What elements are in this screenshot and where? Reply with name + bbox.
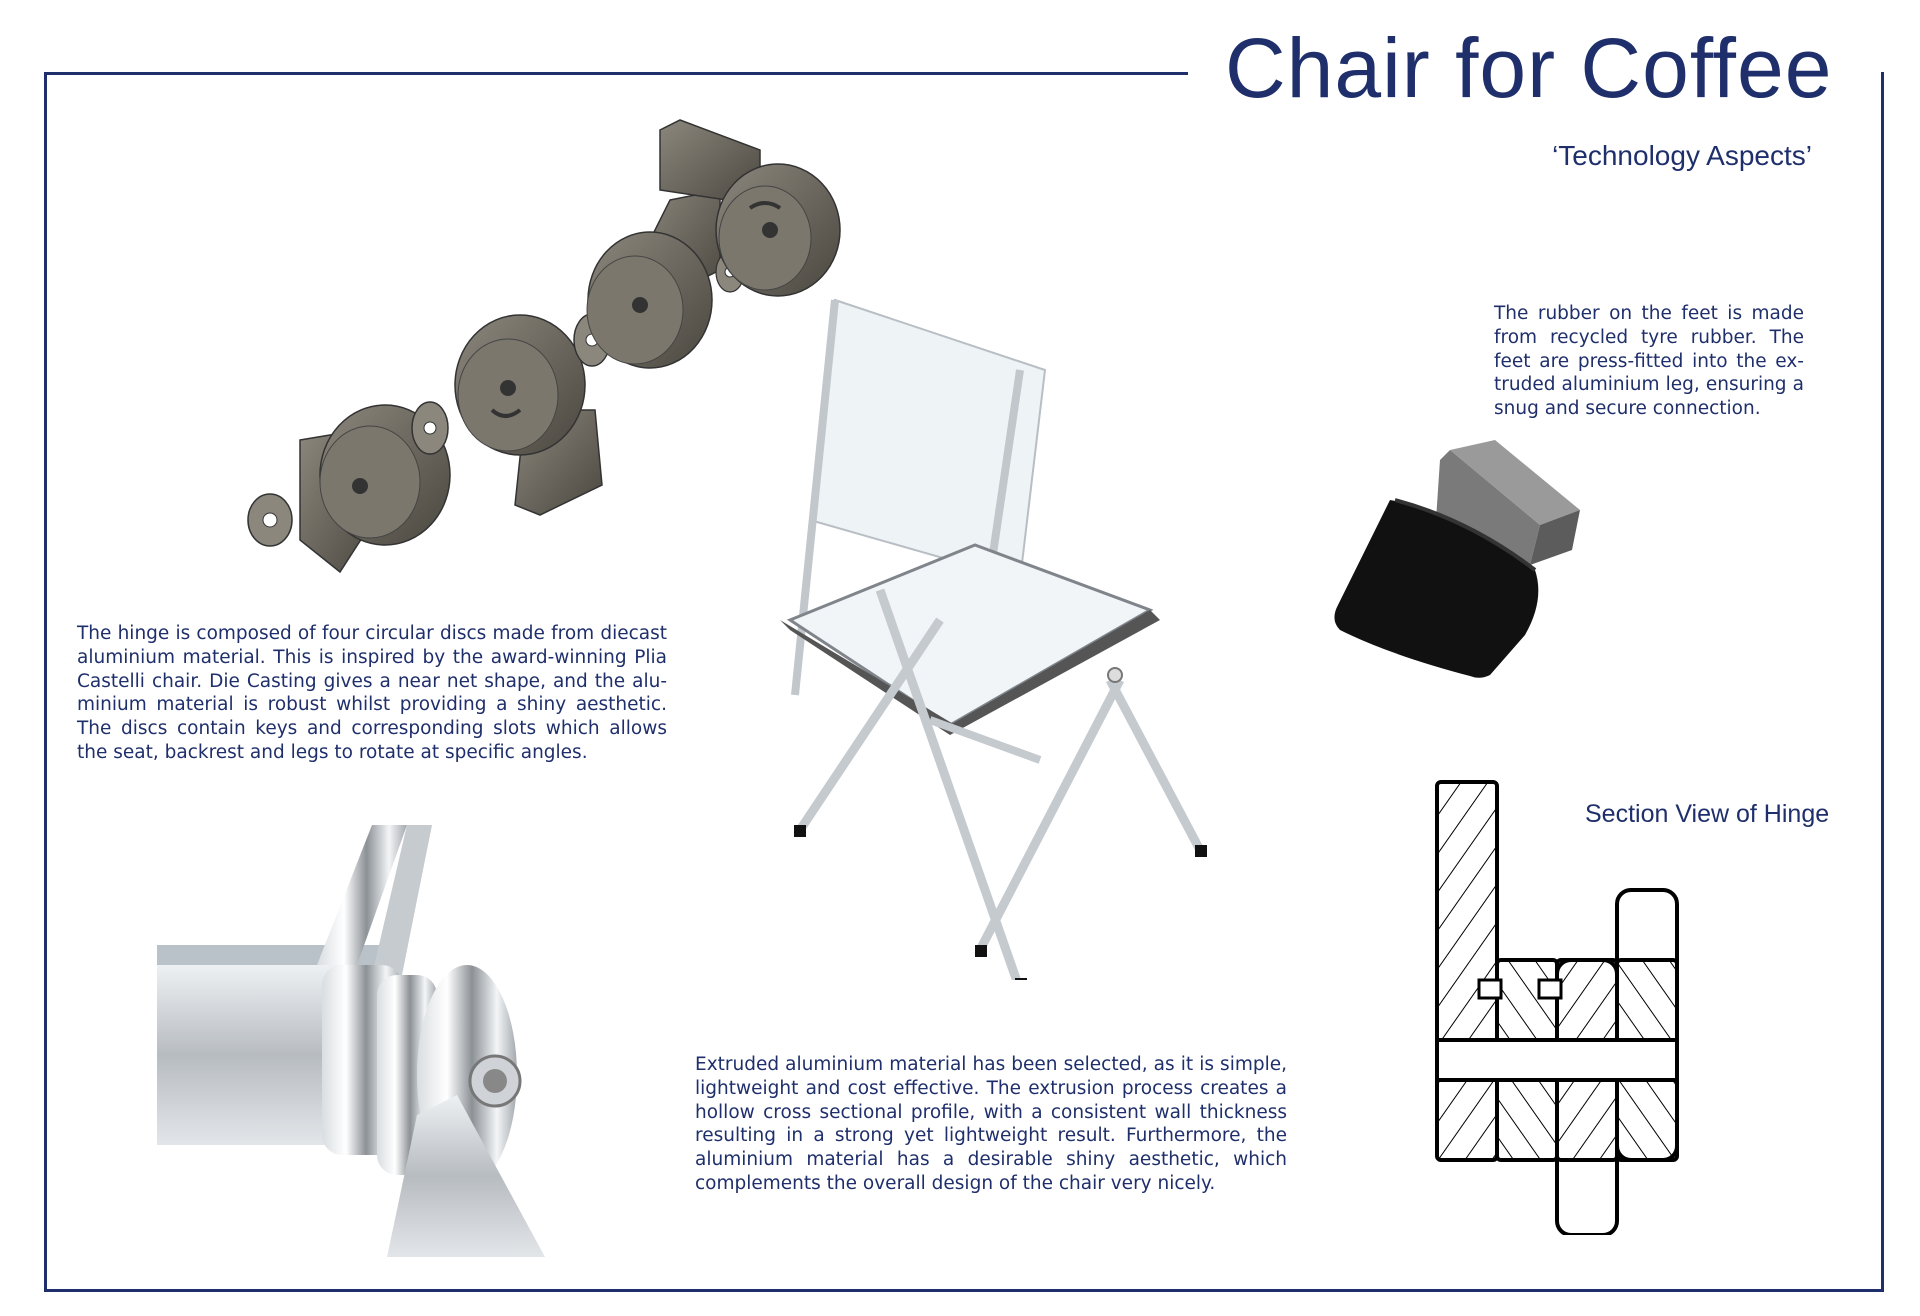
hinge-section-diagram [1435, 780, 1695, 1235]
frame-left-line [44, 72, 47, 1292]
washer-1 [412, 402, 448, 454]
hinge-closeup-render [157, 825, 545, 1257]
exploded-hinge-illustration [240, 110, 860, 590]
rubber-description: The rubber on the feet is made from recycled tyre rubber. The feet are press-fitted into the ex-truded aluminium leg, ensuring a snug and secure connection. [1494, 303, 1804, 420]
rubber-foot-illustration [1330, 440, 1580, 680]
page-subtitle: ‘Technology Aspects’ [1552, 140, 1812, 171]
section-view-label: Section View of Hinge [1585, 800, 1830, 828]
frame-bottom-line [44, 1289, 1884, 1292]
page-title: Chair for Coffee [1225, 21, 1833, 115]
folding-chair-illustration [780, 290, 1240, 980]
extrusion-description: Extruded aluminium material has been selected, as it is simple, lightweight and cost effective. The extrusion process creates a hollow cross sectional profile, with a consistent wall thickness resulting in a strong yet lightweight result. Furthermore, the aluminium material has a desirable shiny aesthetic, which complements the overall design of the chair very nicely. [695, 1054, 1287, 1194]
frame-right-line [1881, 72, 1884, 1292]
hinge-description: The hinge is composed of four circular discs made from diecast aluminium material. This is inspired by the award-winning Plia Castelli chair. Die Casting gives a near net shape, and the alu-minium material is robust whilst providing a shiny aesthetic. The discs contain keys and corresponding slots which allows the seat, backrest and legs to rotate at specific angles. [77, 623, 667, 763]
frame-top-line [44, 72, 1188, 75]
